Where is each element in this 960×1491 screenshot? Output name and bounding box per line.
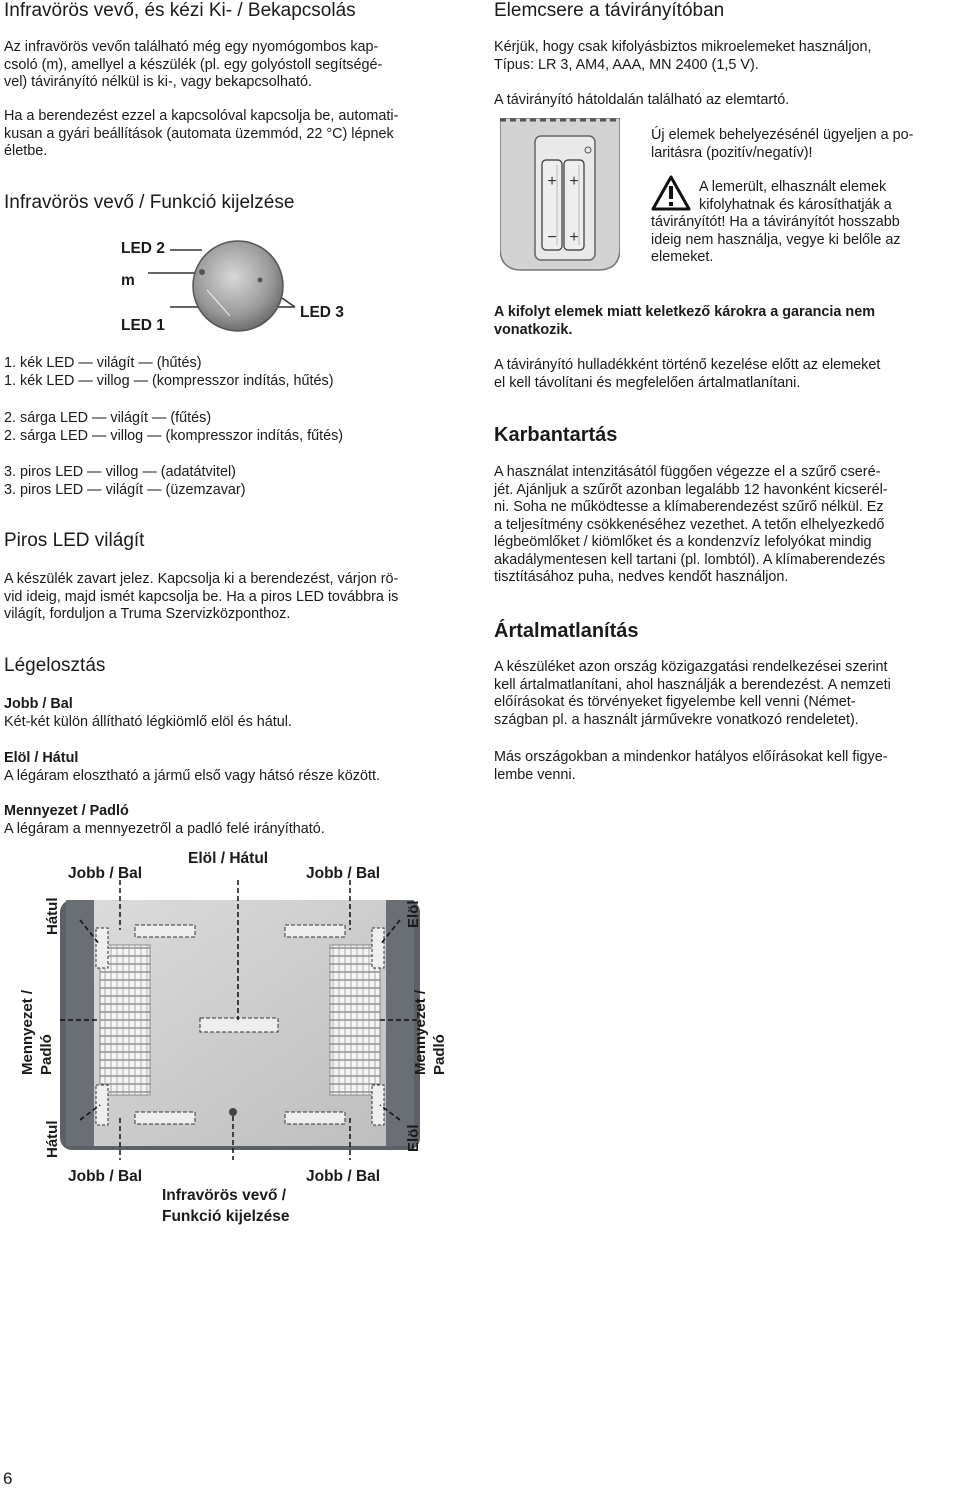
text-line: A lemerült, elhasznált elemek: [699, 179, 887, 195]
text-line: A készüléket azon ország közigazgatási rendelkezései szerint: [494, 659, 888, 675]
air-section-2: [4, 750, 380, 785]
text-line: csoló (m), amellyel a készülék (pl. egy golyóstoll segítségé-: [4, 56, 383, 73]
diagram-label-front-back: Elöl / Hátul: [188, 850, 269, 867]
diagram-label-right-left-tr: Jobb / Bal: [306, 865, 381, 882]
text-line: világít, forduljon a Truma Szervizközponthoz.: [4, 606, 291, 622]
diagram-label-right-left-bl: Jobb / Bal: [68, 1168, 143, 1185]
text-line: Mennyezet /: [412, 989, 429, 1075]
text-line: ni. Soha ne működtesse a klímaberendezést szűrő nélkül. Ez: [494, 499, 884, 515]
text-line: Mennyezet /: [19, 989, 36, 1075]
m-button-label: m: [121, 272, 135, 289]
text-line: A kifolyt elemek miatt keletkező károkra a garancia nem: [494, 304, 875, 320]
text-line: távirányítót! Ha a távirányítót hosszabb: [651, 214, 900, 230]
text-line: vonatkozik.: [494, 321, 573, 338]
diagram-label-right-left-br: Jobb / Bal: [306, 1168, 381, 1185]
air-section-heading: Elöl / Hátul: [4, 750, 79, 766]
text-line: Az infravörös vevőn található még egy nyomógombos kap-: [4, 39, 379, 55]
air-section-heading: Jobb / Bal: [4, 696, 73, 712]
svg-text:+: +: [569, 173, 579, 190]
battery-disposal-text: [494, 357, 880, 392]
text-line: Új elemek behelyezésénél ügyeljen a po-: [651, 127, 914, 143]
diagram-label-front-bottom: Elöl: [405, 1124, 422, 1152]
text-line: akadálymentesen kell tartani (pl. lombtól). A klímaberendezés: [494, 551, 886, 568]
text-line: szágban pl. a használt járművekre vonatkozó rendeletet).: [494, 711, 859, 728]
new-battery-note: [651, 127, 913, 162]
section-title-red-led: Piros LED világít: [4, 530, 145, 551]
text-line: Funkció kijelzése: [162, 1208, 290, 1225]
air-section-text: Két-két külön állítható légkiömlő elöl és hátul.: [4, 713, 292, 730]
svg-text:+: +: [547, 173, 557, 190]
text-line: vid ideig, majd ismét kapcsolja be. Ha a piros LED továbbra is: [4, 588, 399, 605]
text-line: kusan a gyári beállítások (automata üzemmód, 22 °C) lépnek: [4, 125, 394, 142]
text-line: Típus: LR 3, AM4, AAA, MN 2400 (1,5 V).: [494, 56, 759, 73]
led-list-2: [4, 410, 343, 445]
text-line: Infravörös vevő /: [162, 1187, 287, 1204]
diagram-label-right-left-tl: Jobb / Bal: [68, 865, 143, 882]
disposal-text-2: [494, 749, 888, 784]
text-line: el kell távolítani és megfelelően ártalmatlanítani.: [494, 374, 801, 391]
battery-location-text: A távirányító hátoldalán található az elemtartó.: [494, 92, 790, 108]
diagram-label-ir-receiver: [162, 1185, 290, 1227]
svg-text:−: −: [547, 229, 557, 246]
text-line: Kérjük, hogy csak kifolyásbiztos mikroelemeket használjon,: [494, 39, 872, 55]
text-line: légbeömlőket / kiömlőket és a kondenzvíz lefolyókat mindig: [494, 534, 872, 550]
led-list-1: [4, 355, 334, 390]
led-list-item: 2. sárga LED — világít — (fűtés): [4, 410, 212, 426]
air-section-1: [4, 696, 292, 731]
led-list-3: [4, 464, 246, 499]
air-section-text: A légáram a mennyezetről a padló felé irányítható.: [4, 820, 325, 837]
text-line: kifolyhatnak és károsíthatják a: [699, 196, 892, 213]
led-list-item: 2. sárga LED — villog — (kompresszor indítás, fűtés): [4, 427, 344, 444]
text-line: Más országokban a mindenkor hatályos előírásokat kell figye-: [494, 749, 888, 765]
text-line: A távirányító hulladékként történő kezelése előtt az elemeket: [494, 357, 881, 373]
intro-paragraph-1: [4, 39, 382, 92]
text-line: ideig nem használja, vegye ki belőle az: [651, 231, 901, 248]
diagram-label-front-top: Elöl: [405, 900, 422, 928]
svg-text:+: +: [569, 229, 579, 246]
led-list-item: 1. kék LED — világít — (hűtés): [4, 355, 202, 371]
text-line: A készülék zavart jelez. Kapcsolja ki a berendezést, várjon rö-: [4, 571, 399, 587]
text-line: elemeket.: [651, 249, 714, 265]
section-title-air: Légelosztás: [4, 655, 106, 676]
led1-label: LED 1: [121, 317, 165, 334]
air-section-text: A légáram elosztható a jármű első vagy hátsó része között.: [4, 767, 380, 784]
disposal-text-1: [494, 659, 891, 729]
text-line: vel) távirányító nélkül is ki-, vagy bekapcsolható.: [4, 74, 312, 90]
text-line: életbe.: [4, 143, 48, 159]
text-line: kell ártalmatlanítani, ahol használják a berendezést. A nemzeti: [494, 676, 891, 693]
section-title-function: Infravörös vevő / Funkció kijelzése: [4, 192, 295, 213]
led2-label: LED 2: [121, 240, 165, 257]
battery-warning-text: [651, 179, 901, 267]
text-line: előírásokat és törvényeket figyelembe kell venni (Német-: [494, 694, 856, 710]
battery-types-text: [494, 39, 872, 74]
warranty-note: [494, 304, 875, 339]
air-distribution-diagram: [60, 880, 420, 1160]
text-line: Padló: [38, 1034, 55, 1075]
page-number: 6: [3, 1469, 13, 1488]
text-line: A használat intenzitásától függően végezze el a szűrő cseré-: [494, 464, 881, 480]
text-line: Ha a berendezést ezzel a kapcsolóval kapcsolja be, automati-: [4, 108, 399, 124]
text-line: Padló: [431, 1034, 448, 1075]
led-list-item: 3. piros LED — villog — (adatátvitel): [4, 464, 236, 480]
air-section-heading: Mennyezet / Padló: [4, 803, 129, 819]
air-section-3: [4, 803, 325, 838]
section-title-battery: Elemcsere a távirányítóban: [494, 0, 725, 21]
text-line: a teljesítmény csökkenéséhez vezethet. A tetőn elhelyezkedő: [494, 516, 885, 533]
section-title-maintenance: Karbantartás: [494, 424, 618, 446]
text-line: jét. Ajánljuk a szűrőt azonban legalább 12 havonként kicserél-: [494, 481, 888, 498]
diagram-label-ceiling-floor-right: [411, 990, 449, 1075]
led3-label: LED 3: [300, 304, 344, 321]
text-line: laritásra (pozitív/negatív)!: [651, 144, 813, 161]
red-led-text: [4, 571, 398, 624]
diagram-label-ceiling-floor-left: [18, 990, 56, 1075]
led-list-item: 1. kék LED — villog — (kompresszor indítás, hűtés): [4, 372, 334, 389]
text-line: lembe venni.: [494, 766, 576, 783]
diagram-label-back-top: Hátul: [44, 897, 61, 935]
remote-battery-compartment-image: [500, 118, 620, 273]
maintenance-text: [494, 464, 888, 587]
diagram-label-back-bottom: Hátul: [44, 1120, 61, 1158]
led-list-item: 3. piros LED — világít — (üzemzavar): [4, 481, 246, 498]
section-title-disposal: Ártalmatlanítás: [494, 620, 639, 642]
section-title-ir: Infravörös vevő, és kézi Ki- / Bekapcsolás: [4, 0, 356, 21]
text-line: tisztításához puha, nedves kendőt használjon.: [494, 569, 789, 585]
intro-paragraph-2: [4, 108, 398, 161]
